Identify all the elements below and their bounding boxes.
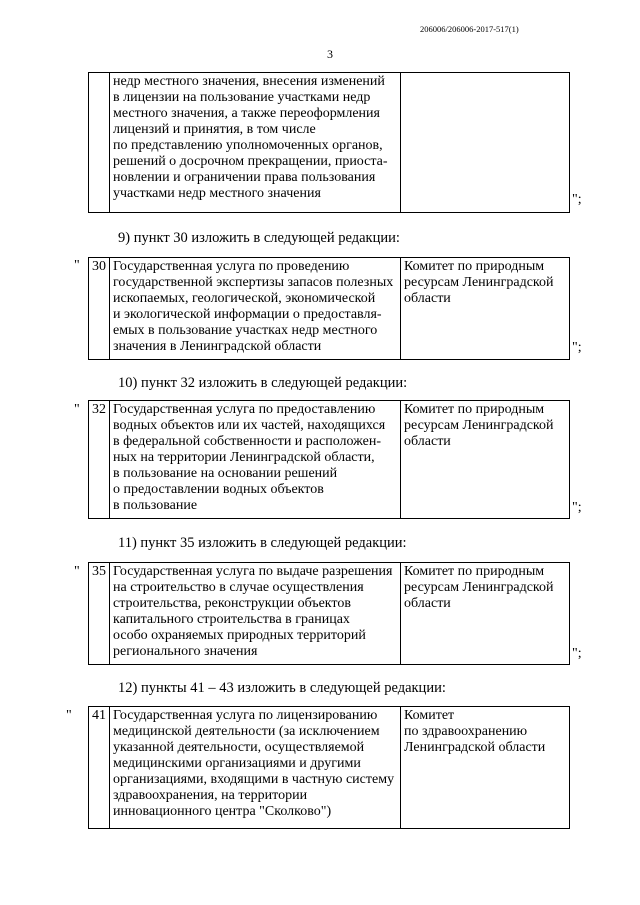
closing-quote: "; (572, 192, 582, 207)
service-description-cell: Государственная услуга по лицензированию медицинской деятельности (за исключением указанной деятельности, осуществляемой медицинскими организациями и другими организациями, входящими в частную систему здравоохранения, на территории инновационного центра "Сколково") (110, 707, 401, 829)
responsible-body-cell: Комитет по здравоохранению Ленинградской области (401, 707, 570, 829)
service-description-cell: Государственная услуга по предоставлению водных объектов или их частей, находящихся в федеральной собственности и расположен- ных на территории Ленинградской области, в пользование на основании решений о предоставлении водных объектов в пользование (110, 401, 401, 519)
responsible-body-cell (401, 73, 570, 213)
closing-quote: "; (572, 500, 582, 515)
service-description-cell: Государственная услуга по выдаче разрешения на строительство в случае осуществления строительства, реконструкции объектов капитального строительства в границах особо охраняемых природных территорий регионального значения (110, 563, 401, 665)
services-table-item-35 (88, 562, 570, 665)
opening-quote: " (74, 258, 80, 273)
services-table-continuation (88, 72, 570, 213)
opening-quote: " (74, 402, 80, 417)
opening-quote: " (66, 708, 72, 723)
responsible-body-cell: Комитет по природным ресурсам Ленинградской области (401, 258, 570, 360)
services-table-item-30 (88, 257, 570, 360)
amendment-instruction: 11) пункт 35 изложить в следующей редакции: (118, 535, 407, 551)
table-row (89, 707, 570, 829)
row-number-cell: 41 (89, 707, 110, 829)
service-description-cell: Государственная услуга по проведению государственной экспертизы запасов полезных ископаемых, геологической, экономической и экологической информации о предоставля- емых в пользование участках недр местного значения в Ленинградской области (110, 258, 401, 360)
row-number-cell: 35 (89, 563, 110, 665)
closing-quote: "; (572, 646, 582, 661)
service-description-cell: недр местного значения, внесения изменений в лицензии на пользование участками недр местного значения, а также переоформления лицензий и принятия, в том числе по представлению уполномоченных органов, решений о досрочном прекращении, приоста- новлении и ограничении права пользования участками недр местного значения (110, 73, 401, 213)
responsible-body-cell: Комитет по природным ресурсам Ленинградской области (401, 563, 570, 665)
amendment-instruction: 12) пункты 41 – 43 изложить в следующей редакции: (118, 680, 446, 696)
responsible-body-cell: Комитет по природным ресурсам Ленинградской области (401, 401, 570, 519)
document-number: 206006/206006-2017-517(1) (420, 24, 519, 34)
row-number-cell: 30 (89, 258, 110, 360)
table-row (89, 563, 570, 665)
page-number: 3 (327, 47, 333, 61)
amendment-instruction: 10) пункт 32 изложить в следующей редакции: (118, 375, 408, 391)
closing-quote: "; (572, 340, 582, 355)
services-table-item-41 (88, 706, 570, 829)
table-row (89, 73, 570, 213)
row-number-cell: 32 (89, 401, 110, 519)
table-row (89, 401, 570, 519)
table-row (89, 258, 570, 360)
services-table-item-32 (88, 400, 570, 519)
row-number-cell (89, 73, 110, 213)
amendment-instruction: 9) пункт 30 изложить в следующей редакции: (118, 230, 400, 246)
opening-quote: " (74, 564, 80, 579)
